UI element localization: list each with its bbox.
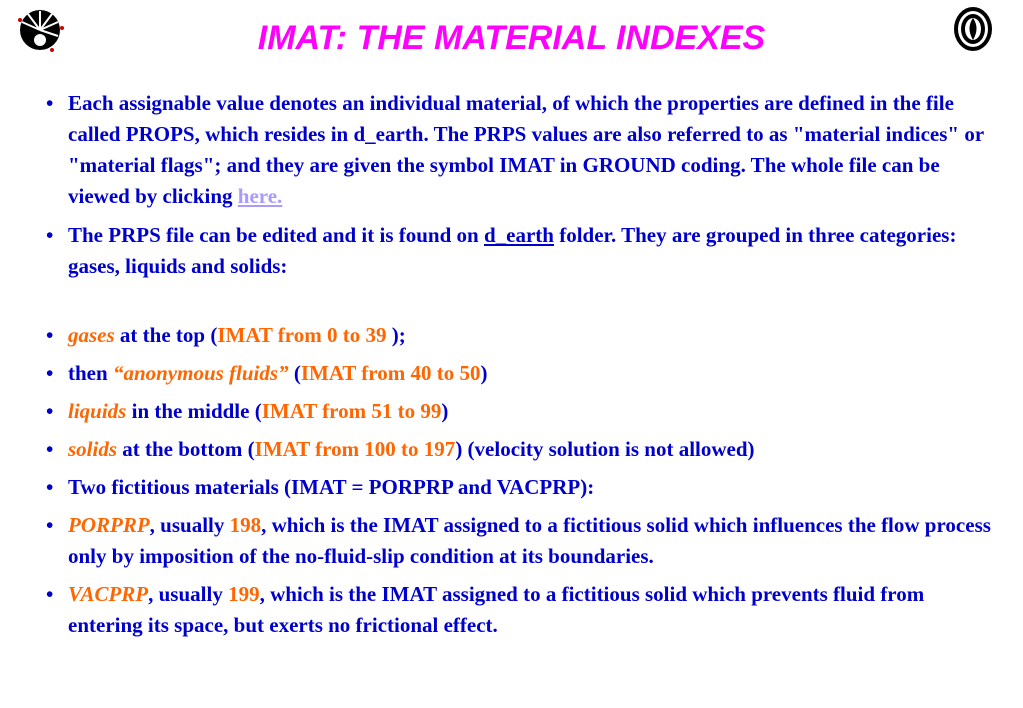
term-porprp: PORPRP <box>68 513 150 537</box>
imat-range: IMAT from 100 to 197 <box>254 437 456 461</box>
bullet: • <box>46 475 54 499</box>
term-vacprp: VACPRP <box>68 582 149 606</box>
list-item <box>46 220 996 282</box>
d-earth-link[interactable]: d_earth <box>483 223 554 247</box>
term-gases: gases <box>68 323 115 347</box>
term-anonymous-fluids: “anonymous fluids” <box>112 361 289 385</box>
item-text: , which is the IMAT assigned to a fictitious solid which influences the flow process only by imposition of the no-fluid-slip condition at its boundaries. <box>68 513 991 568</box>
item-text: Two fictitious materials (IMAT = PORPRP and VACPRP): <box>68 475 595 499</box>
item-text: , usually <box>149 513 230 537</box>
paragraph-text: Each assignable value denotes an individual material, of which the properties are defined in the file called PROPS, which resides in d_earth. The PRPS values are also referred to as "material indices" or "material flags"; and they are given the symbol IMAT in GROUND coding. The whole file can be viewed by clicking <box>68 91 984 208</box>
list-item-anonymous-fluids <box>46 358 996 389</box>
item-text: ) <box>480 361 488 385</box>
item-text: at the top ( <box>114 323 218 347</box>
list-item-gases <box>46 320 996 351</box>
term-solids: solids <box>68 437 118 461</box>
item-text: ); <box>386 323 406 347</box>
item-text: ) <box>441 399 449 423</box>
bullet: • <box>46 223 54 247</box>
term-liquids: liquids <box>68 399 127 423</box>
imat-range: IMAT from 0 to 39 <box>217 323 387 347</box>
list-item-liquids <box>46 396 996 427</box>
item-text: , usually <box>148 582 229 606</box>
bullet: • <box>46 437 54 461</box>
here-link[interactable]: here. <box>237 184 283 208</box>
item-text: at the bottom ( <box>117 437 255 461</box>
bullet: • <box>46 513 54 537</box>
item-text: ) (velocity solution is not allowed) <box>455 437 755 461</box>
list-item-porprp <box>46 510 996 572</box>
paragraph-text: The PRPS file can be edited and it is found on <box>68 223 484 247</box>
bullet: • <box>46 91 54 115</box>
item-text: then <box>68 361 113 385</box>
bullet: • <box>46 323 54 347</box>
imat-number: 198 <box>229 513 262 537</box>
bullet: • <box>46 582 54 606</box>
item-text: , which is the IMAT assigned to a fictitious solid which prevents fluid from entering its space, but exerts no frictional effect. <box>68 582 925 637</box>
bullet: • <box>46 361 54 385</box>
imat-range: IMAT from 51 to 99 <box>261 399 442 423</box>
imat-number: 199 <box>228 582 260 606</box>
item-text: ( <box>288 361 301 385</box>
item-text: in the middle ( <box>126 399 262 423</box>
page-title: IMAT: THE MATERIAL INDEXES <box>257 19 766 57</box>
paragraph-text: folder. They are grouped in three categories: gases, liquids and solids: <box>68 223 957 278</box>
list-item-solids <box>46 434 996 465</box>
list-item <box>46 88 996 212</box>
list-item-vacprp <box>46 579 996 641</box>
list-item-fictitious <box>46 472 996 503</box>
imat-range: IMAT from 40 to 50 <box>300 361 481 385</box>
bullet: • <box>46 399 54 423</box>
slide-body <box>46 88 996 641</box>
